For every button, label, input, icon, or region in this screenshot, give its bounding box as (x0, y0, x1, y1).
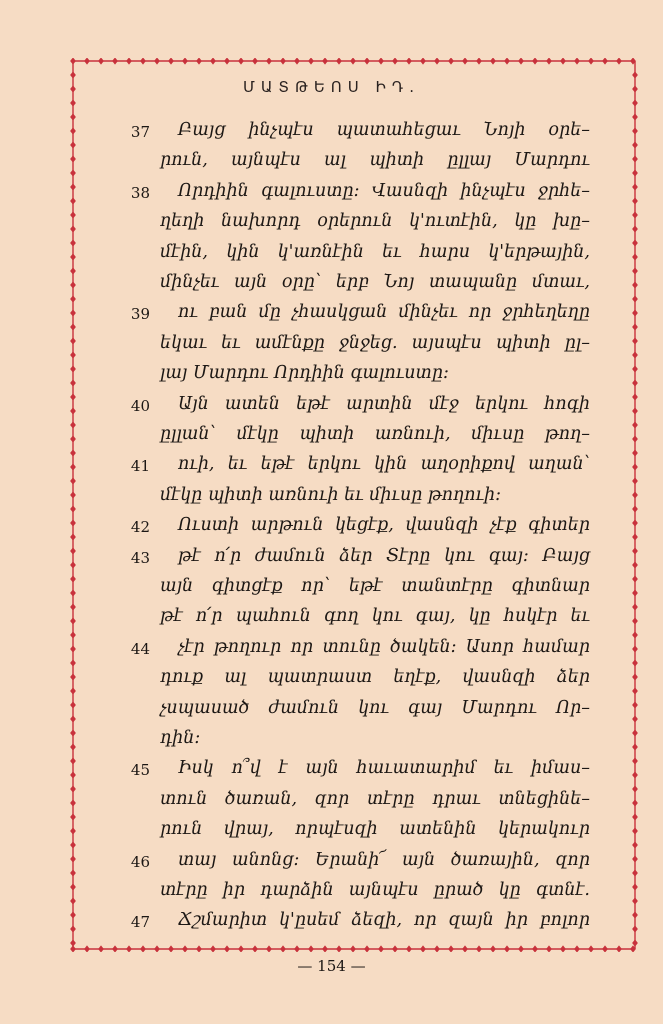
verse-number: 39 (130, 305, 150, 324)
border-diamond (546, 945, 552, 952)
border-diamond (308, 58, 314, 65)
border-diamond (420, 58, 426, 65)
line-text: թէ ո՛ր ժամուն ձեր Տէրը կու գայ: Բայց (178, 545, 590, 566)
border-diamond (336, 945, 342, 952)
border-diamond (182, 945, 188, 952)
border-diamond (504, 945, 510, 952)
border-diamond (350, 58, 356, 65)
line-text: դին: (160, 728, 201, 748)
border-diamond (210, 945, 216, 952)
text-line (0, 878, 663, 908)
border-diamond (392, 945, 398, 952)
border-diamond (224, 58, 230, 65)
border-diamond (70, 99, 76, 106)
border-diamond (294, 58, 300, 65)
verse-number: 37 (130, 123, 150, 141)
running-header: ՄԱՏԹԵՈՍ ԻԴ. (243, 78, 420, 96)
border-diamond (112, 58, 118, 65)
border-diamond (140, 58, 146, 65)
border-diamond (84, 945, 90, 952)
text-line (0, 817, 663, 847)
line-text: Որդիին գալուստը: Վասնզի ինչպէս ջրհե– (178, 180, 590, 201)
border-diamond (420, 945, 426, 952)
border-diamond (126, 945, 132, 952)
border-diamond (378, 58, 384, 65)
text-line (0, 179, 663, 209)
border-diamond (224, 945, 230, 952)
border-diamond (546, 58, 552, 65)
border-diamond (574, 945, 580, 952)
verse-number: 45 (130, 761, 150, 780)
border-diamond (154, 58, 160, 65)
text-line (0, 726, 663, 756)
border-diamond (280, 58, 286, 65)
line-text: Ճշմարիտ կ'ըսեմ ձեզի, որ զայն իր բոլոր (178, 910, 590, 931)
line-text: եկաւ եւ ամէնքը ջնջեց. այսպէս պիտի ըլ– (160, 332, 590, 353)
border-diamond (238, 58, 244, 65)
border-diamond (462, 58, 468, 65)
line-text: այն գիտցէք որ՝ եթէ տանտէրը գիտնար (160, 576, 590, 596)
border-diamond (504, 58, 510, 65)
border-diamond (182, 58, 188, 65)
border-diamond (252, 58, 258, 65)
border-diamond (574, 58, 580, 65)
border-diamond (168, 945, 174, 952)
line-text: Այն ատեն եթէ արտին մէջ երկու հոգի (178, 393, 590, 414)
border-diamond (406, 945, 412, 952)
text-line (0, 756, 663, 786)
border-diamond (252, 945, 258, 952)
border-diamond (266, 58, 272, 65)
line-text: ուի, եւ եթէ երկու կին աղօրիքով աղան՝ (178, 454, 590, 475)
border-diamond (560, 58, 566, 65)
border-diamond (168, 58, 174, 65)
border-diamond (448, 58, 454, 65)
border-diamond (406, 58, 412, 65)
line-text: տայ անոնց: Երանի՜ այն ծառային, զոր (178, 849, 590, 870)
border-diamond (196, 58, 202, 65)
border-diamond (378, 945, 384, 952)
border-diamond (280, 945, 286, 952)
border-diamond (322, 945, 328, 952)
border-diamond (602, 945, 608, 952)
text-line (0, 300, 663, 330)
border-diamond (98, 58, 104, 65)
text-line (0, 665, 663, 695)
border-diamond (308, 945, 314, 952)
border-diamond (112, 945, 118, 952)
border-diamond (532, 945, 538, 952)
border-diamond (154, 945, 160, 952)
border-diamond (588, 58, 594, 65)
text-line (0, 696, 663, 726)
border-diamond (392, 58, 398, 65)
border-diamond (70, 58, 76, 65)
line-text: ու բան մը չհասկցան մինչեւ որ ջրհեղեղը (178, 302, 590, 323)
verse-number: 43 (130, 548, 150, 567)
border-diamond (238, 945, 244, 952)
line-text: րուն, այնպէս ալ պիտի ըլլայ Մարդու (160, 150, 590, 171)
border-diamond (632, 99, 638, 106)
border-diamond (322, 58, 328, 65)
border-diamond (126, 58, 132, 65)
verse-number: 41 (130, 457, 150, 476)
line-text: րուն վրայ, որպէսզի ատենին կերակուր (160, 819, 590, 840)
border-diamond (364, 945, 370, 952)
border-diamond (448, 945, 454, 952)
line-text: մէին, կին կ'առնէին եւ հարս կ'երթային, (160, 241, 590, 262)
text-line (0, 118, 663, 148)
text-line (0, 908, 663, 938)
text-line (0, 148, 663, 178)
text-line (0, 513, 663, 543)
border-diamond (434, 58, 440, 65)
border-diamond (140, 945, 146, 952)
border-diamond (462, 945, 468, 952)
line-text: դուք ալ պատրաստ եղէք, վասնզի ձեր (160, 667, 590, 688)
verse-number: 38 (130, 183, 150, 202)
line-text: տուն ծառան, զոր տէրը դրաւ տնեցինե– (160, 788, 590, 809)
text-line (0, 604, 663, 634)
border-diamond (476, 945, 482, 952)
border-diamond (70, 939, 76, 946)
line-text: լայ Մարդու Որդիին գալուստը: (160, 363, 449, 384)
page-number: — 154 — (297, 957, 366, 975)
line-text: ըլլան՝ մէկը պիտի առնուի, միւսը թող– (160, 424, 590, 444)
text-line (0, 635, 663, 665)
verse-number: 44 (130, 639, 150, 658)
text-line (0, 848, 663, 878)
border-diamond (518, 58, 524, 65)
border-diamond (350, 945, 356, 952)
text-line (0, 392, 663, 422)
border-diamond (616, 945, 622, 952)
text-line (0, 544, 663, 574)
text-line (0, 331, 663, 361)
border-diamond (196, 945, 202, 952)
border-diamond (532, 58, 538, 65)
verse-number: 40 (130, 396, 150, 415)
verse-number: 47 (130, 913, 150, 932)
line-text: Իսկ ո՞վ է այն հաւատարիմ եւ իմաս– (178, 758, 590, 779)
text-line (0, 483, 663, 513)
border-diamond (434, 945, 440, 952)
border-diamond (560, 945, 566, 952)
border-diamond (364, 58, 370, 65)
line-text: թէ ո՛ր պահուն գող կու գայ, կը հսկէր եւ (160, 606, 590, 627)
border-diamond (616, 58, 622, 65)
line-text: չսպասած ժամուն կու գայ Մարդու Որ– (160, 697, 590, 718)
text-line (0, 361, 663, 391)
border-diamond (84, 58, 90, 65)
text-line (0, 574, 663, 604)
text-line (0, 422, 663, 452)
border-diamond (210, 58, 216, 65)
line-text: Բայց ինչպէս պատահեցաւ Նոյի օրե– (178, 120, 590, 140)
text-line (0, 240, 663, 270)
border-diamond (490, 58, 496, 65)
line-text: մինչեւ այն օրը՝ երբ Նոյ տապանը մտաւ, (160, 272, 590, 292)
border-diamond (98, 945, 104, 952)
border-diamond (476, 58, 482, 65)
line-text: չէր թողուր որ տունը ծակեն: Ասոր համար (178, 636, 590, 657)
border-diamond (602, 58, 608, 65)
border-diamond (490, 945, 496, 952)
line-text: ղեղի նախորդ օրերուն կ'ուտէին, կը խը– (160, 211, 590, 232)
line-text: տէրը իր դարձին այնպէս ըրած կը գտնէ. (160, 880, 590, 900)
border-diamond (336, 58, 342, 65)
text-line (0, 270, 663, 300)
border-diamond (588, 945, 594, 952)
verse-number: 46 (130, 852, 150, 871)
border-diamond (518, 945, 524, 952)
text-line (0, 787, 663, 817)
border-diamond (266, 945, 272, 952)
line-text: Ուստի արթուն կեցէք, վասնզի չէք գիտեր (178, 515, 590, 536)
line-text: մէկը պիտի առնուի եւ միւսը թողուի: (160, 484, 502, 505)
verse-number: 42 (130, 518, 150, 537)
text-line (0, 452, 663, 482)
border-diamond (294, 945, 300, 952)
text-line (0, 209, 663, 239)
